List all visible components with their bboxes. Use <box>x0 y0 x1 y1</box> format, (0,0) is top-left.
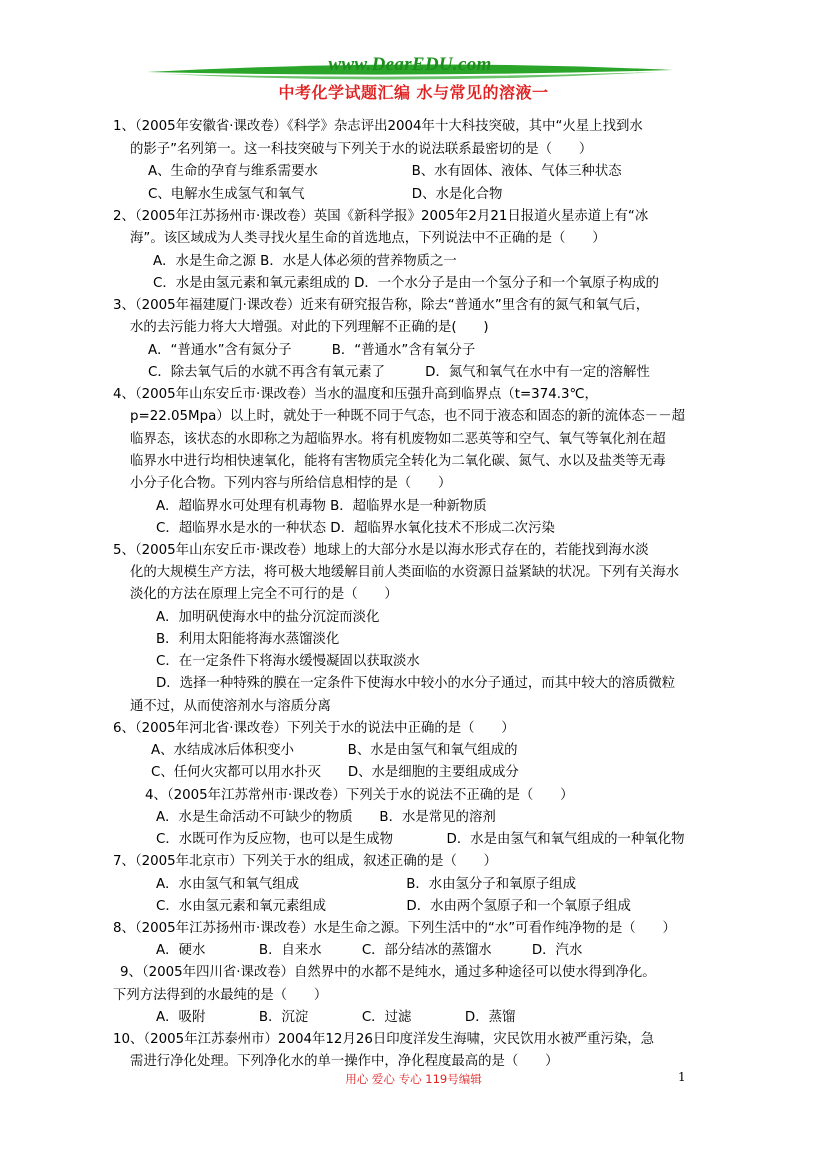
option-line: A．水由氢气和氧气组成 B．水由氢分子和氧原子组成 <box>156 877 577 892</box>
question-line: 小分子化合物。下列内容与所给信息相悖的是（ ） <box>130 476 452 491</box>
option-line: C．水是由氢元素和氧元素组成的 D．一个水分子是由一个氢分子和一个氧原子构成的 <box>153 276 659 291</box>
option-line: D．选择一种特殊的膜在一定条件下使海水中较小的水分子通过，而其中较大的溶质微粒 <box>156 676 676 691</box>
option-line: C．超临界水是水的一种状态 D．超临界水氧化技术不形成二次污染 <box>156 521 555 536</box>
option-line: B．利用太阳能将海水蒸馏淡化 <box>156 632 340 647</box>
question-line: 1、（2005年安徽省·课改卷）《科学》杂志评出2004年十大科技突破，其中“火星上找到水 <box>113 119 643 134</box>
option-line: C．水既可作为反应物，也可以是生成物 D．水是由氢气和氧气组成的一种氧化物 <box>156 832 685 847</box>
option-line: A．硬水 B．自来水 C．部分结冰的蒸馏水 D．汽水 <box>156 943 583 958</box>
question-line: 5、（2005年山东安丘市·课改卷）地球上的大部分水是以海水形式存在的，若能找到海水淡 <box>113 543 649 558</box>
question-line: 临界水中进行均相快速氧化，能将有害物质完全转化为二氧化碳、氮气、水以及盐类等无毒 <box>130 454 666 469</box>
question-line: 3、（2005年福建厦门·课改卷）近来有研究报告称，除去“普通水”里含有的氮气和氧气后， <box>113 298 650 313</box>
question-line: 水的去污能力将大大增强。对此的下列理解不正确的是( ) <box>130 320 489 335</box>
document-title: 中考化学试题汇编 水与常见的溶液一 <box>278 83 549 102</box>
option-line: C．除去氧气后的水就不再含有氧元素了 D．氮气和氧气在水中有一定的溶解性 <box>148 365 650 380</box>
option-line: A．“普通水”含有氮分子 B．“普通水”含有氧分子 <box>148 343 476 358</box>
option-line: A．超临界水可处理有机毒物 B．超临界水是一种新物质 <box>156 499 487 514</box>
question-line: 下列方法得到的水最纯的是（ ） <box>113 988 328 1003</box>
option-line: C、任何火灾都可以用水扑灭 D、水是细胞的主要组成成分 <box>151 765 519 780</box>
question-line: 4、（2005年江苏常州市·课改卷）下列关于水的说法不正确的是（ ） <box>145 788 574 803</box>
question-line: 化的大规模生产方法，将可极大地缓解目前人类面临的水资源日益紧缺的状况。下列有关海水 <box>130 565 680 580</box>
option-line: C．水由氢元素和氧元素组成 D．水由两个氢原子和一个氧原子组成 <box>156 899 631 914</box>
page-footer: 用心 爱心 专心 119号编辑 <box>345 1072 482 1086</box>
question-line: p=22.05Mpa）以上时，就处于一种既不同于气态，也不同于液态和固态的新的流体态－－超 <box>130 409 685 424</box>
option-line: A、生命的孕育与维系需要水 B、水有固体、液体、气体三种状态 <box>148 164 622 179</box>
question-line: 4、（2005年山东安丘市·课改卷）当水的温度和压强升高到临界点（t=374.3℃， <box>113 387 598 402</box>
option-line: A．水是生命之源 B．水是人体必须的营养物质之一 <box>153 254 457 269</box>
site-url[interactable]: www.DearEDU.com <box>328 54 492 75</box>
option-line: C．在一定条件下将海水缓慢凝固以获取淡水 <box>156 654 420 669</box>
option-line: 通不过，从而使溶剂水与溶质分离 <box>130 699 331 714</box>
question-line: 9、（2005年四川省·课改卷）自然界中的水都不是纯水，通过多种途径可以使水得到净化。 <box>120 965 656 980</box>
question-line: 淡化的方法在原理上完全不可行的是（ ） <box>130 587 398 602</box>
option-line: A．加明矾使海水中的盐分沉淀而淡化 <box>156 610 380 625</box>
question-line: 10、（2005年江苏泰州市）2004年12月26日印度洋发生海啸，灾民饮用水被严重污染，急 <box>113 1032 655 1047</box>
page-number: 1 <box>678 1070 686 1084</box>
option-line: A．水是生命活动不可缺少的物质 B．水是常见的溶剂 <box>156 810 496 825</box>
option-line: C、电解水生成氢气和氧气 D、水是化合物 <box>148 187 503 202</box>
question-line: 海”。该区域成为人类寻找火星生命的首选地点，下列说法中不正确的是（ ） <box>130 231 606 246</box>
question-line: 7、（2005年北京市）下列关于水的组成，叙述正确的是（ ） <box>113 854 498 869</box>
question-line: 8、（2005年江苏扬州市·课改卷）水是生命之源。下列生活中的“水”可看作纯净物的是（ ） <box>113 921 676 936</box>
question-line: 临界态，该状态的水即称之为超临界水。将有机废物如二恶英等和空气、氧气等氧化剂在超 <box>130 432 666 447</box>
question-line: 6、（2005年河北省·课改卷）下列关于水的说法中正确的是（ ） <box>113 721 515 736</box>
question-line: 2、（2005年江苏扬州市·课改卷）英国《新科学报》2005年2月21日报道火星赤道上有“冰 <box>113 209 649 224</box>
question-line: 需进行净化处理。下列净化水的单一操作中，净化程度最高的是（ ） <box>130 1054 559 1069</box>
option-line: A、水结成冰后体积变小 B、水是由氢气和氧气组成的 <box>151 743 518 758</box>
question-line: 的影子”名列第一。这一科技突破与下列关于水的说法联系最密切的是（ ） <box>130 142 593 157</box>
option-line: A．吸附 B．沉淀 C．过滤 D．蒸馏 <box>156 1010 516 1025</box>
